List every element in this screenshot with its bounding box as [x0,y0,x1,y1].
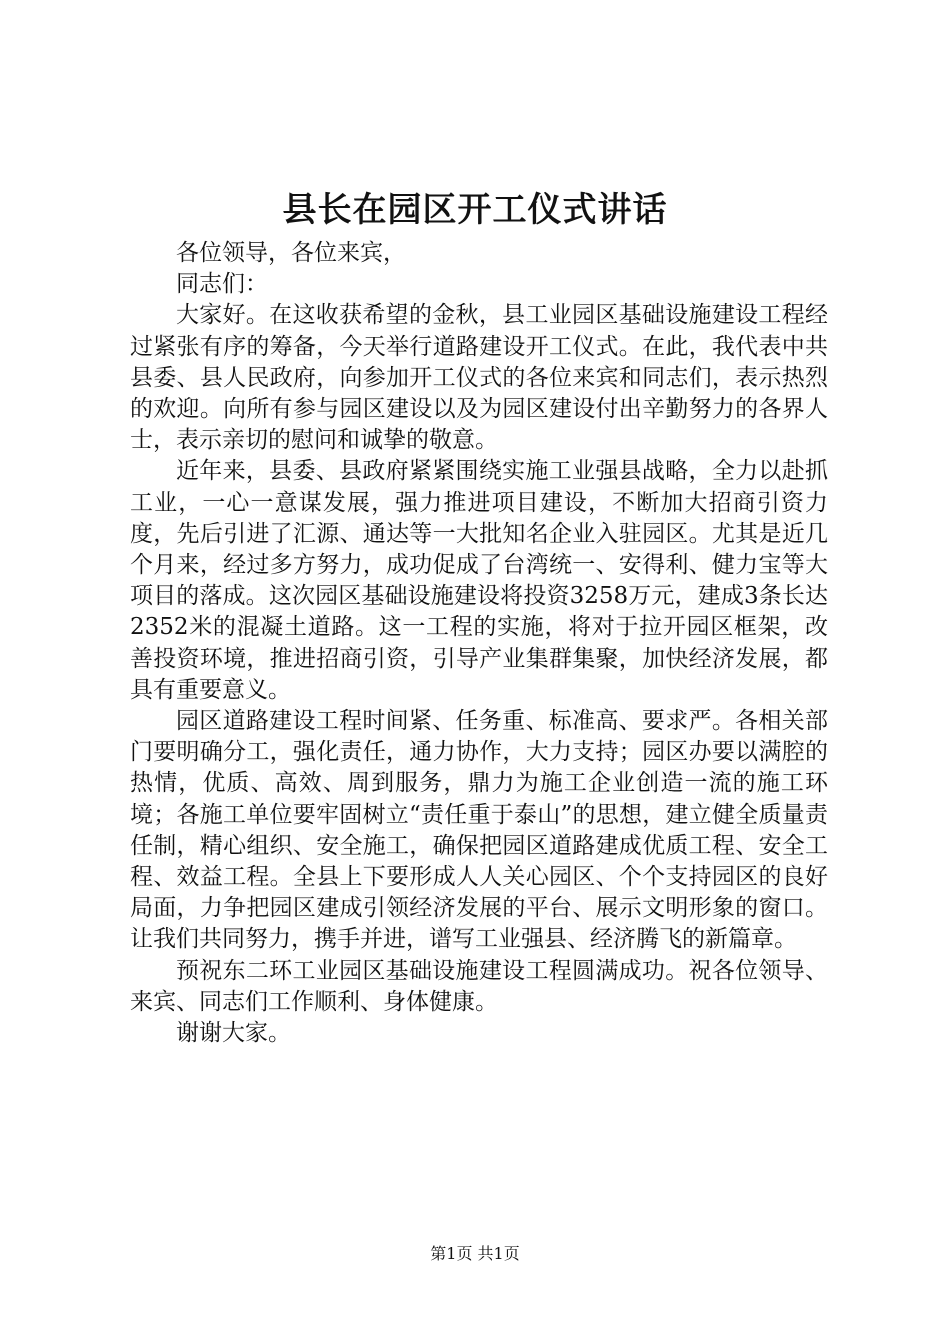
paragraph-requirements: 园区道路建设工程时间紧、任务重、标准高、要求严。各相关部门要明确分工，强化责任，通力协作，大力支持；园区办要以满腔的热情，优质、高效、周到服务，鼎力为施工企业创造一流的施工环境；各施工单位要牢固树立“责任重于泰山”的思想，建立健全质量责任制，精心组织、安全施工，确保把园区道路建成优质工程、安全工程、效益工程。全县上下要形成人人关心园区、个个支持园区的良好局面，力争把园区建成引领经济发展的平台、展示文明形象的窗口。让我们共同努力，携手并进，谱写工业强县、经济腾飞的新篇章。 [130,708,828,953]
document-title: 县长在园区开工仪式讲话 [282,190,668,230]
salutation-leaders: 各位领导，各位来宾， [176,240,406,266]
paragraph-wishes: 预祝东二环工业园区基础设施建设工程圆满成功。祝各位领导、来宾、同志们工作顺利、身体健康。 [130,957,828,1015]
paragraph-welcome: 大家好。在这收获希望的金秋，县工业园区基础设施建设工程经过紧张有序的筹备，今天举行道路建设开工仪式。在此，我代表中共县委、县人民政府，向参加开工仪式的各位来宾和同志们，表示热烈的欢迎。向所有参与园区建设以及为园区建设付出辛勤努力的各界人士，表示亲切的慰问和诚挚的敬意。 [130,302,828,454]
page-number-footer: 第1页 共1页 [430,1244,520,1263]
paragraph-thanks: 谢谢大家。 [176,1020,291,1047]
salutation-comrades: 同志们： [176,271,268,298]
paragraph-background: 近年来，县委、县政府紧紧围绕实施工业强县战略，全力以赴抓工业，一心一意谋发展，强力推进项目建设，不断加大招商引资力度，先后引进了汇源、通达等一大批知名企业入驻园区。尤其是近几个月来，经过多方努力，成功促成了台湾统一、安得利、健力宝等大项目的落成。这次园区基础设施建设将投资3258万元，建成3条长达2352米的混凝土道路。这一工程的实施，将对于拉开园区框架，改善投资环境，推进招商引资，引导产业集群集聚，加快经济发展，都具有重要意义。 [130,458,828,703]
document-body [130,238,828,1049]
